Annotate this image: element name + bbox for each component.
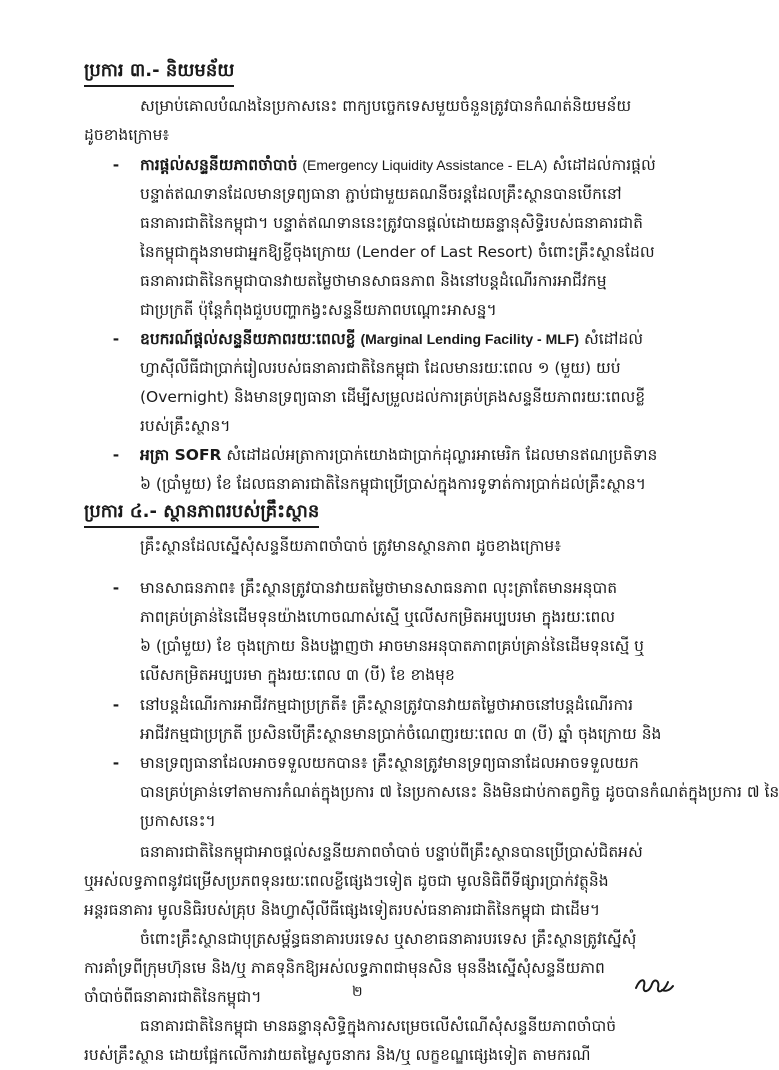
definition-ela: [108, 151, 668, 325]
bullet-mark: -: [112, 696, 120, 714]
condition-line: នៅបន្តដំណើរការអាជីវកម្មជាប្រក្រតី៖ គ្រឹះស្ថានត្រូវបានវាយតម្លៃថាអាចនៅបន្តដំណើរការ: [140, 696, 634, 714]
definition-line: ជាប្រក្រតី ប៉ុន្តែកំពុងជួបបញ្ហាកង្វះសន្ទនីយភាពបណ្តោះអាសន្ន។: [140, 301, 497, 319]
paragraph-line: ធនាគារជាតិនៃកម្ពុជាអាចផ្តល់សន្ទនីយភាពចាំបាច់ បន្ទាប់ពីគ្រឹះស្ថានបានប្រើប្រាស់ជិតអស់: [140, 843, 643, 861]
paragraph-line: អន្តរធនាគារ មូលនិធិរបស់គ្រុប និងហ្វាស៊ីលីធីផ្សេងទៀតរបស់ធនាគារជាតិនៃកម្ពុជា ជាដើម។: [84, 901, 601, 919]
paragraph-nbc-ela: [84, 838, 674, 925]
paragraph-line: របស់គ្រឹះស្ថាន ដោយផ្អែកលើការវាយតម្លៃសូចនាករ និង/ឬ លក្ខខណ្ឌផ្សេងទៀត តាមករណី: [84, 1046, 591, 1064]
condition-line: អាជីវកម្មជាប្រក្រតី ប្រសិនបើគ្រឹះស្ថានមានប្រាក់ចំណេញរយៈពេល ៣ (បី) ឆ្នាំ ចុងក្រោយ និង: [140, 725, 662, 743]
definition-line: បន្ទាត់ឥណទានដែលមានទ្រព្យធានា ភ្ជាប់ជាមួយគណនីចរន្តដែលគ្រឹះស្ថានបានបើកនៅ: [140, 185, 622, 203]
condition-line: បានគ្រប់គ្រាន់ទៅតាមការកំណត់ក្នុងប្រការ ៧ នៃប្រកាសនេះ និងមិនជាប់កាតព្វកិច្ច ដូចបានកំណត់ក្នុងប្រការ ៧ នៃ: [140, 783, 779, 801]
article-3-heading: ប្រការ ៣.- និយមន័យ: [84, 58, 234, 87]
condition-going-concern: [108, 691, 668, 749]
definition-line: (Overnight) និងមានទ្រព្យធានា ដើម្បីសម្រួលដល់ការគ្រប់គ្រងសន្ទនីយភាពរយៈពេលខ្លី: [140, 388, 646, 406]
condition-collateral: [108, 749, 779, 836]
intro-line: សម្រាប់គោលបំណងនៃប្រកាសនេះ ពាក្យបច្ចេកទេសមួយចំនួនត្រូវបានកំណត់និយមន័យ: [140, 97, 632, 115]
definition-text: សំដៅដល់អត្រាការប្រាក់យោងជាប្រាក់ដុល្លារអាមេរិក ដែលមានឥណប្រតិទាន: [226, 446, 658, 464]
definition-first-line: [140, 325, 668, 354]
condition-solvency: [108, 574, 668, 690]
definition-term-en: (Emergency Liquidity Assistance - ELA): [302, 157, 548, 173]
definition-line: ៦ (ប្រាំមួយ) ខែ ដែលធនាគារជាតិនៃកម្ពុជាប្រើប្រាស់ក្នុងការទូទាត់ការប្រាក់ដល់គ្រឹះស្ថាន។: [140, 475, 646, 493]
definition-mlf: [108, 325, 668, 441]
definition-line: ធនាគារជាតិនៃកម្ពុជា។ បន្ទាត់ឥណទាននេះត្រូវបានផ្តល់ដោយឆន្ទានុសិទ្ធិរបស់ធនាគារជាតិ: [140, 214, 644, 232]
condition-line: លើសកម្រិតអប្បបរមា ក្នុងរយៈពេល ៣ (បី) ខែ ខាងមុខ: [140, 666, 455, 684]
definition-line: របស់គ្រឹះស្ថាន។: [140, 417, 231, 435]
page-number: ២: [352, 984, 363, 1000]
definition-first-line: [140, 151, 668, 180]
definition-first-line: [140, 441, 668, 470]
initials-signature: [632, 970, 676, 1000]
article-4-heading: ប្រការ ៤.- ស្ថានភាពរបស់គ្រឹះស្ថាន: [84, 499, 319, 528]
definition-line: ធនាគារជាតិនៃកម្ពុជាបានវាយតម្លៃថាមានសាធនភាព និងនៅបន្តដំណើរការអាជីវកម្ម: [140, 272, 607, 290]
intro-line: គ្រឹះស្ថានដែលស្នើសុំសន្ទនីយភាពចាំបាច់ ត្រូវមានស្ថានភាព ដូចខាងក្រោម៖: [140, 537, 562, 555]
definition-line: នៃកម្ពុជាក្នុងនាមជាអ្នកឱ្យខ្ចីចុងក្រោយ (Lender of Last Resort) ចំពោះគ្រឹះស្ថានដែល: [140, 243, 655, 261]
condition-line: មានសាធនភាព៖ គ្រឹះស្ថានត្រូវបានវាយតម្លៃថាមានសាធនភាព លុះត្រាតែមានអនុបាត: [140, 579, 618, 597]
condition-line: ប្រកាសនេះ។: [140, 812, 216, 830]
bullet-mark: -: [112, 446, 120, 464]
paragraph-line: ចំពោះគ្រឹះស្ថានជាបុត្រសម្ព័ន្ធធនាគារបរទេស ឬសាខាធនាគារបរទេស គ្រឹះស្ថានត្រូវស្នើសុំ: [140, 930, 637, 948]
article-4-intro: [140, 532, 680, 561]
condition-line: មានទ្រព្យធានាដែលអាចទទួលយកបាន៖ គ្រឹះស្ថានត្រូវមានទ្រព្យធានាដែលអាចទទួលយក: [140, 754, 639, 772]
definition-line: ហ្វាស៊ីលីធីជាប្រាក់រៀលរបស់ធនាគារជាតិនៃកម្ពុជា ដែលមានរយៈពេល ១ (មួយ) យប់: [140, 359, 621, 377]
paragraph-foreign-banks: [84, 925, 674, 1064]
definition-term: ឧបករណ៍ផ្តល់សន្ទនីយភាពរយៈពេលខ្លី: [140, 330, 356, 348]
bullet-mark: -: [112, 754, 120, 772]
bullet-mark: -: [112, 156, 120, 174]
paragraph-line: ការគាំទ្រពីក្រុមហ៊ុនមេ និង/ឬ ភាគទុនិកឱ្យអស់លទ្ធភាពជាមុនសិន មុននឹងស្នើសុំសន្ទនីយភាព: [84, 959, 605, 977]
definition-text: សំដៅដល់ការផ្តល់: [552, 156, 656, 174]
article-3-intro: [84, 92, 674, 150]
definition-term-en: (Marginal Lending Facility - MLF): [360, 331, 580, 347]
paragraph-line: ឬអស់លទ្ធភាពនូវជម្រើសប្រភពទុនរយៈពេលខ្លីផ្សេងៗទៀត ដូចជា មូលនិធិពីទីផ្សារប្រាក់វត្ថុនិង: [84, 872, 609, 890]
definition-term: ការផ្តល់សន្ទនីយភាពចាំបាច់: [140, 156, 298, 174]
definition-sofr: [108, 441, 668, 499]
definition-text: សំដៅដល់: [583, 330, 643, 348]
paragraph-line: ចាំបាច់ពីធនាគារជាតិនៃកម្ពុជា។: [84, 988, 262, 1006]
bullet-mark: -: [112, 330, 120, 348]
condition-line: ភាពគ្រប់គ្រាន់នៃដើមទុនយ៉ាងហោចណាស់ស្មើ ឬលើសកម្រិតអប្បបរមា ក្នុងរយៈពេល: [140, 608, 616, 626]
condition-line: ៦ (ប្រាំមួយ) ខែ ចុងក្រោយ និងបង្ហាញថា អាចមានអនុបាតភាពគ្រប់គ្រាន់នៃដើមទុនស្មើ ឬ: [140, 637, 645, 655]
paragraph-line: ធនាគារជាតិនៃកម្ពុជា មានឆន្ទានុសិទ្ធិក្នុងការសម្រេចលើសំណើសុំសន្ទនីយភាពចាំបាច់: [140, 1017, 617, 1035]
bullet-mark: -: [112, 579, 120, 597]
intro-line: ដូចខាងក្រោម៖: [84, 126, 170, 144]
definition-term: អត្រា SOFR: [140, 446, 222, 464]
